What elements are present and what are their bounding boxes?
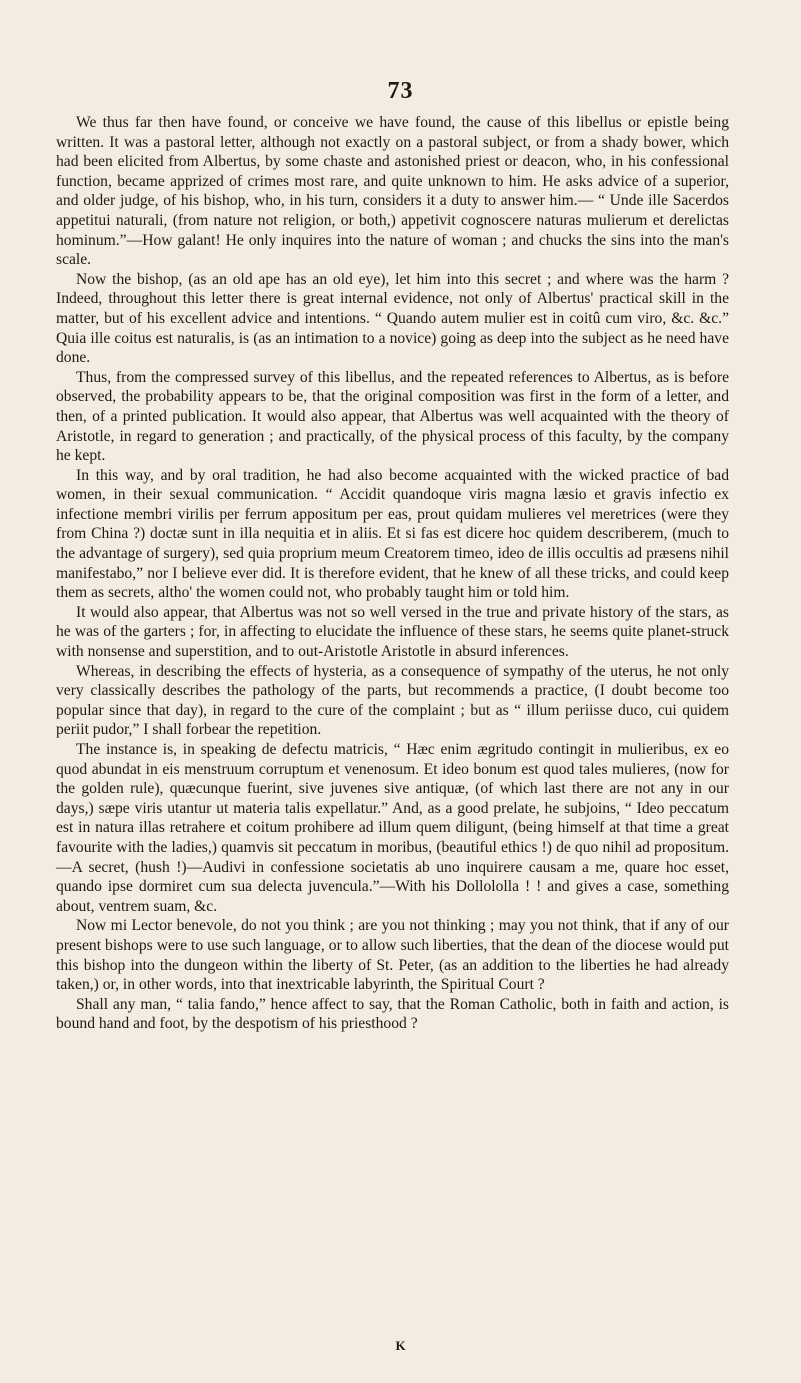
paragraph: Now the bishop, (as an old ape has an old eye), let him into this secret ; and where was the harm ? Indeed, throughout this letter there is great internal evidence, not only of Albertus' practical skill in the matter, but of his excellent advice and intentions. “ Quando autem mulier est in coitû cum viro, &c. &c.” Quia ille coitus est naturalis, is (as an intimation to a novice) going as deep into the subject as he need have done. — [56, 270, 729, 367]
paragraph: The instance is, in speaking de defectu matricis, “ Hæc enim ægritudo contingit in mulieribus, ex eo quod abundat in eis menstruum corruptum et venenosum. Et ideo bonum est quod tales mulieres, (now for the golden rule), quæcunque fuerint, sive juvenes sive antiquæ, (of which last there are not any in our days,) sæpe viris utantur ut materia talis expellatur.” And, as a good prelate, he subjoins, “ Ideo peccatum est in natura illas retrahere et coitum prohibere ad illum quem diligunt, (being himself at that time a great favourite with the ladies,) quamvis sit peccatum in moribus, (beautiful ethics !) de quo nihil ad propositum.—A secret, (hush !)—Audivi in confessione societatis ab uno inquirere causam a me, quare hoc esset, quando ipse dormiret cum sua delecta juvencula.”—With his Dollololla ! ! and gives a case, something about, ventrem suam, &c. — [56, 741, 729, 915]
paragraph: Whereas, in describing the effects of hysteria, as a consequence of sympathy of the uterus, he not only very classically describes the pathology of the parts, but recommends a practice, (I doubt become too popular since that day), in regard to the cure of the complaint ; but as “ illum periisse duco, cui quidem periit pudor,” I shall forbear the repetition. — [56, 662, 729, 739]
paragraph: It would also appear, that Albertus was not so well versed in the true and private history of the stars, as he was of the garters ; for, in affecting to elucidate the influence of these stars, he seems quite planet-struck with nonsense and superstition, and to out-Aristotle Aristotle in absurd inferences. — [56, 603, 729, 661]
paragraph: Thus, from the compressed survey of this libellus, and the repeated references to Albertus, as is before observed, the probability appears to be, that the original composition was first in the form of a letter, and then, of a printed publication. It would also appear, that Albertus was well acquainted with the theory of Aristotle, in regard to generation ; and practically, of the physical process of this faculty, by the company he kept. — [56, 368, 729, 465]
paragraph: In this way, and by oral tradition, he had also become acquainted with the wicked practice of bad women, in their sexual communication. “ Accidit quandoque viris magna læsio et gravis infectio ex infectione membri virilis per ferrum appositum per eas, prout quidam mulieres vel meretrices (were they from China ?) doctæ sunt in illa nequitia et in aliis. Et si fas est dicere hoc quidem describerem, (much to the advantage of surgery), sed quia proprium meum Creatorem timeo, ideo de illis occultis ad præsens nihil manifestabo,” nor I believe ever did. It is therefore evident, that he knew of all these tricks, and could keep them as secrets, altho' the women could not, who probably taught him or told him. — [56, 466, 729, 602]
page-number: 73 — [387, 78, 414, 104]
signature-mark: K — [395, 1338, 406, 1353]
paragraph: Now mi Lector benevole, do not you think ; are you not thinking ; may you not think, that if any of our present bishops were to use such language, or to allow such liberties, that the dean of the diocese would put this bishop into the dungeon within the liberty of St. Peter, (as an addition to the liberties he had already taken,) or, in other words, into that inextricable labyrinth, the Spiritual Court ? — [56, 917, 729, 994]
body-text — [56, 113, 729, 1034]
paragraph: We thus far then have found, or conceive we have found, the cause of this libellus or epistle being written. It was a pastoral letter, although not exactly on a pastoral subject, or from a shady bower, which had been elicited from Albertus, by some chaste and astonished priest or deacon, who, in his confessional function, became apprized of crimes most rare, and quite unknown to him. He asks advice of a superior, and older judge, of his bishop, who, in his turn, considers it a duty to answer him.— “ Unde ille Sacerdos appetitui naturali, (from nature not religion, or both,) appetivit cognoscere naturas mulierum et derelictas hominum.”—How galant! He only inquires into the nature of woman ; and chucks the sins into the man's scale. — [56, 114, 729, 269]
paragraph: Shall any man, “ talia fando,” hence affect to say, that the Roman Catholic, both in faith and action, is bound hand and foot, by the despotism of his priesthood ? — [56, 995, 729, 1033]
